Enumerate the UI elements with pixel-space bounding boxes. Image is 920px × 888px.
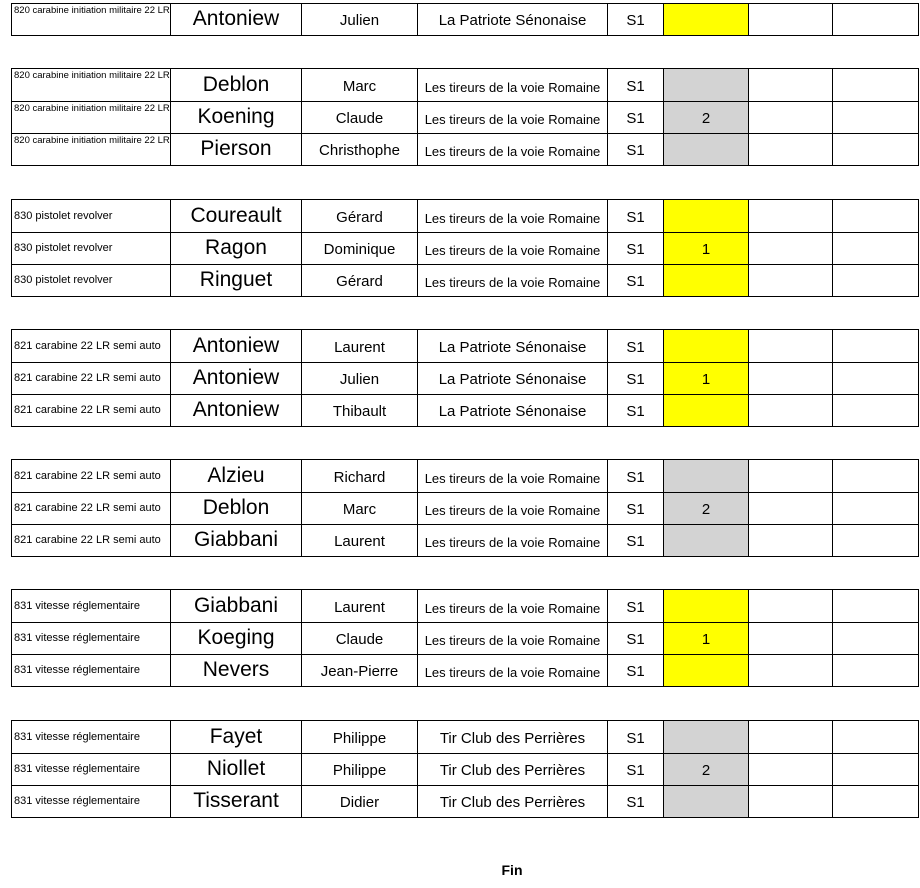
category-cell: S1 — [607, 753, 663, 786]
table-row — [11, 589, 919, 622]
empty-cell — [832, 524, 919, 557]
rank-cell — [663, 3, 748, 36]
first-name-cell: Jean-Pierre — [301, 654, 417, 687]
empty-cell — [832, 329, 919, 362]
rank-cell: 2 — [663, 492, 748, 525]
table-row — [11, 133, 919, 166]
empty-cell — [832, 654, 919, 687]
club-cell: Les tireurs de la voie Romaine — [417, 133, 607, 166]
empty-cell — [748, 753, 832, 786]
rank-cell — [663, 524, 748, 557]
club-cell: Les tireurs de la voie Romaine — [417, 622, 607, 655]
table-row — [11, 199, 919, 232]
event-cell: 830 pistolet revolver — [11, 199, 170, 232]
table-row — [11, 68, 919, 101]
first-name-cell: Thibault — [301, 394, 417, 427]
last-name-cell: Nevers — [170, 654, 301, 687]
category-cell: S1 — [607, 622, 663, 655]
club-cell: Les tireurs de la voie Romaine — [417, 232, 607, 265]
empty-cell — [832, 394, 919, 427]
empty-cell — [832, 492, 919, 525]
empty-cell — [748, 524, 832, 557]
club-cell: Tir Club des Perrières — [417, 720, 607, 753]
empty-cell — [748, 133, 832, 166]
empty-cell — [748, 492, 832, 525]
category-cell: S1 — [607, 654, 663, 687]
rank-cell — [663, 68, 748, 101]
event-cell: 831 vitesse réglementaire — [11, 589, 170, 622]
club-cell: Les tireurs de la voie Romaine — [417, 654, 607, 687]
event-cell: 831 vitesse réglementaire — [11, 753, 170, 786]
rank-cell — [663, 264, 748, 297]
first-name-cell: Laurent — [301, 589, 417, 622]
last-name-cell: Fayet — [170, 720, 301, 753]
category-cell: S1 — [607, 101, 663, 134]
first-name-cell: Richard — [301, 459, 417, 492]
table-row — [11, 622, 919, 655]
empty-cell — [748, 720, 832, 753]
rank-cell: 2 — [663, 753, 748, 786]
rank-cell — [663, 720, 748, 753]
event-cell: 831 vitesse réglementaire — [11, 654, 170, 687]
empty-cell — [748, 459, 832, 492]
last-name-cell: Antoniew — [170, 3, 301, 36]
empty-cell — [832, 101, 919, 134]
category-cell: S1 — [607, 133, 663, 166]
table-row — [11, 232, 919, 265]
first-name-cell: Christhophe — [301, 133, 417, 166]
result-group — [11, 199, 919, 297]
club-cell: Tir Club des Perrières — [417, 753, 607, 786]
table-row — [11, 3, 919, 36]
event-cell: 831 vitesse réglementaire — [11, 720, 170, 753]
event-cell: 821 carabine 22 LR semi auto — [11, 362, 170, 395]
club-cell: Les tireurs de la voie Romaine — [417, 264, 607, 297]
first-name-cell: Claude — [301, 101, 417, 134]
club-cell: La Patriote Sénonaise — [417, 3, 607, 36]
end-marker: Fin — [501, 862, 523, 878]
club-cell: Les tireurs de la voie Romaine — [417, 68, 607, 101]
event-cell: 820 carabine initiation militaire 22 LR — [11, 3, 170, 36]
category-cell: S1 — [607, 329, 663, 362]
empty-cell — [748, 394, 832, 427]
event-cell: 831 vitesse réglementaire — [11, 622, 170, 655]
empty-cell — [748, 68, 832, 101]
first-name-cell: Julien — [301, 362, 417, 395]
table-row — [11, 101, 919, 134]
empty-cell — [748, 785, 832, 818]
empty-cell — [832, 753, 919, 786]
empty-cell — [832, 133, 919, 166]
empty-cell — [832, 3, 919, 36]
rank-cell — [663, 329, 748, 362]
rank-cell: 1 — [663, 362, 748, 395]
empty-cell — [832, 785, 919, 818]
event-cell: 821 carabine 22 LR semi auto — [11, 492, 170, 525]
first-name-cell: Didier — [301, 785, 417, 818]
table-row — [11, 785, 919, 818]
rank-cell — [663, 785, 748, 818]
event-cell: 820 carabine initiation militaire 22 LR — [11, 68, 170, 101]
result-group — [11, 329, 919, 427]
category-cell: S1 — [607, 362, 663, 395]
empty-cell — [832, 264, 919, 297]
table-row — [11, 362, 919, 395]
last-name-cell: Antoniew — [170, 362, 301, 395]
result-group — [11, 589, 919, 687]
rank-cell — [663, 199, 748, 232]
last-name-cell: Koeging — [170, 622, 301, 655]
empty-cell — [748, 3, 832, 36]
empty-cell — [748, 101, 832, 134]
empty-cell — [748, 199, 832, 232]
club-cell: Les tireurs de la voie Romaine — [417, 199, 607, 232]
event-cell: 821 carabine 22 LR semi auto — [11, 394, 170, 427]
category-cell: S1 — [607, 3, 663, 36]
rank-cell: 1 — [663, 232, 748, 265]
empty-cell — [748, 362, 832, 395]
table-row — [11, 264, 919, 297]
table-row — [11, 654, 919, 687]
result-group — [11, 3, 919, 36]
result-group — [11, 459, 919, 557]
empty-cell — [832, 459, 919, 492]
category-cell: S1 — [607, 459, 663, 492]
table-row — [11, 753, 919, 786]
table-row — [11, 329, 919, 362]
club-cell: Les tireurs de la voie Romaine — [417, 524, 607, 557]
last-name-cell: Alzieu — [170, 459, 301, 492]
first-name-cell: Philippe — [301, 753, 417, 786]
first-name-cell: Gérard — [301, 264, 417, 297]
empty-cell — [748, 654, 832, 687]
last-name-cell: Tisserant — [170, 785, 301, 818]
category-cell: S1 — [607, 68, 663, 101]
last-name-cell: Coureault — [170, 199, 301, 232]
last-name-cell: Antoniew — [170, 394, 301, 427]
last-name-cell: Niollet — [170, 753, 301, 786]
club-cell: La Patriote Sénonaise — [417, 394, 607, 427]
event-cell: 821 carabine 22 LR semi auto — [11, 524, 170, 557]
table-row — [11, 459, 919, 492]
first-name-cell: Claude — [301, 622, 417, 655]
club-cell: Les tireurs de la voie Romaine — [417, 459, 607, 492]
result-group — [11, 68, 919, 166]
empty-cell — [832, 720, 919, 753]
event-cell: 831 vitesse réglementaire — [11, 785, 170, 818]
first-name-cell: Marc — [301, 68, 417, 101]
empty-cell — [832, 232, 919, 265]
table-row — [11, 524, 919, 557]
category-cell: S1 — [607, 264, 663, 297]
rank-cell: 2 — [663, 101, 748, 134]
empty-cell — [748, 329, 832, 362]
event-cell: 821 carabine 22 LR semi auto — [11, 459, 170, 492]
table-row — [11, 492, 919, 525]
last-name-cell: Koening — [170, 101, 301, 134]
first-name-cell: Philippe — [301, 720, 417, 753]
last-name-cell: Ringuet — [170, 264, 301, 297]
rank-cell: 1 — [663, 622, 748, 655]
category-cell: S1 — [607, 394, 663, 427]
category-cell: S1 — [607, 524, 663, 557]
last-name-cell: Deblon — [170, 492, 301, 525]
category-cell: S1 — [607, 232, 663, 265]
empty-cell — [748, 232, 832, 265]
club-cell: Les tireurs de la voie Romaine — [417, 589, 607, 622]
last-name-cell: Deblon — [170, 68, 301, 101]
category-cell: S1 — [607, 720, 663, 753]
table-row — [11, 394, 919, 427]
empty-cell — [748, 264, 832, 297]
last-name-cell: Giabbani — [170, 589, 301, 622]
empty-cell — [832, 622, 919, 655]
table-row — [11, 720, 919, 753]
category-cell: S1 — [607, 492, 663, 525]
event-cell: 830 pistolet revolver — [11, 232, 170, 265]
category-cell: S1 — [607, 589, 663, 622]
last-name-cell: Ragon — [170, 232, 301, 265]
event-cell: 821 carabine 22 LR semi auto — [11, 329, 170, 362]
empty-cell — [832, 362, 919, 395]
first-name-cell: Gérard — [301, 199, 417, 232]
category-cell: S1 — [607, 785, 663, 818]
empty-cell — [748, 622, 832, 655]
first-name-cell: Laurent — [301, 329, 417, 362]
empty-cell — [748, 589, 832, 622]
result-group — [11, 720, 919, 818]
empty-cell — [832, 199, 919, 232]
category-cell: S1 — [607, 199, 663, 232]
club-cell: La Patriote Sénonaise — [417, 329, 607, 362]
last-name-cell: Antoniew — [170, 329, 301, 362]
club-cell: La Patriote Sénonaise — [417, 362, 607, 395]
rank-cell — [663, 589, 748, 622]
rank-cell — [663, 459, 748, 492]
last-name-cell: Pierson — [170, 133, 301, 166]
last-name-cell: Giabbani — [170, 524, 301, 557]
event-cell: 830 pistolet revolver — [11, 264, 170, 297]
first-name-cell: Julien — [301, 3, 417, 36]
empty-cell — [832, 589, 919, 622]
rank-cell — [663, 654, 748, 687]
rank-cell — [663, 394, 748, 427]
club-cell: Les tireurs de la voie Romaine — [417, 101, 607, 134]
event-cell: 820 carabine initiation militaire 22 LR — [11, 101, 170, 134]
event-cell: 820 carabine initiation militaire 22 LR — [11, 133, 170, 166]
first-name-cell: Dominique — [301, 232, 417, 265]
rank-cell — [663, 133, 748, 166]
first-name-cell: Marc — [301, 492, 417, 525]
empty-cell — [832, 68, 919, 101]
club-cell: Les tireurs de la voie Romaine — [417, 492, 607, 525]
club-cell: Tir Club des Perrières — [417, 785, 607, 818]
first-name-cell: Laurent — [301, 524, 417, 557]
